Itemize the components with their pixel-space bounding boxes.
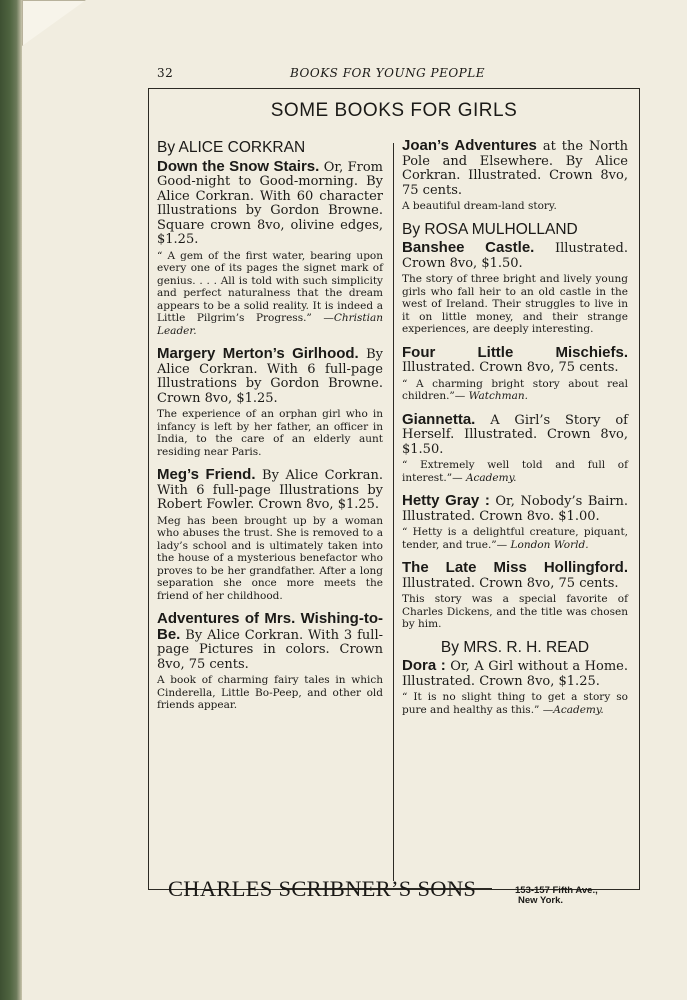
book-list [402,659,628,716]
author-heading: By MRS. R. H. READ [440,638,590,656]
book-details: Illustrated. Crown 8vo, $1.50. [402,241,628,271]
book-description [402,659,628,689]
book-binding [0,0,22,1000]
book-entry [157,468,383,602]
publisher-address [515,886,598,906]
book-blurb [157,250,383,338]
book-blurb [402,378,628,403]
page-header [22,66,687,82]
book-entry [157,347,383,458]
book-title: Adventures of Mrs. Wishing-to-Be. [157,610,383,643]
book-blurb [157,515,383,603]
book-details: Or, A Girl without a Home. Illustrated. Crown 8vo, $1.25. [402,659,628,689]
book-details: By Alice Corkran. With 3 full-page Pictures in colors. Crown 8vo, 75 cents. [157,627,383,672]
review-source: —Christian Leader. [157,312,383,337]
book-details: Or, Nobody’s Bairn. Illustrated. Crown 8vo. $1.00. [402,494,628,524]
book-description [402,139,628,198]
book-description [157,468,383,513]
book-entry [402,139,628,213]
book-blurb [402,526,628,551]
book-details: Illustrated. Crown 8vo, 75 cents. [402,575,619,591]
book-blurb [157,674,383,712]
review-source: London World. [510,538,589,551]
blurb-text: A book of charming fairy tales in which Cinderella, Little Bo-Peep, and other old friends appear. [157,674,383,711]
review-source: Watchman. [468,390,528,402]
book-title: Margery Merton’s Girlhood. [157,345,359,362]
book-title: Giannetta. [402,410,476,428]
book-list [402,241,628,631]
book-entry [402,561,628,631]
page-number: 32 [157,66,174,80]
book-details: Or, From Good-night to Good-morning. By Alice Corkran. With 60 character Illustrations by Gordon Browne. Square crown 8vo, olivine edges, $1.25. [157,159,383,247]
book-entry [402,494,628,551]
blurb-text: “ A charming bright story about real children.”— [402,377,628,402]
book-details: at the North Pole and Elsewhere. By Alice Corkran. Illustrated. Crown 8vo, 75 cents. [402,139,628,198]
book-description [402,241,628,271]
book-details: Illustrated. Crown 8vo, 75 cents. [402,360,619,375]
blurb-text: “ A gem of the first water, bearing upon every one of its pages the signet mark of genius. . . . All is told with such simplicity and perfect naturalness that the dream appears to be a solid reality. It is indeed a Little Pilgrim’s Progress.” [157,249,383,324]
book-list [157,157,383,712]
book-blurb [402,691,628,716]
book-description [402,343,628,376]
book-title: Hetty Gray : [402,492,490,509]
book-title: Dora : [402,657,446,674]
column-divider [393,143,394,881]
book-title: Four Little Mischiefs. [402,343,628,361]
publisher-name: CHARLES SCRIBNER’S SONS [168,876,477,901]
book-blurb [402,593,628,631]
blurb-text: The story of three bright and lively young girls who fall heir to an old castle in the west of Ireland. Their struggles to live in it on little money, and their strange experiences, are deeply interesting. [402,273,628,335]
book-description [157,612,383,672]
book-blurb [402,200,628,213]
book-description [402,410,628,458]
book-title: Banshee Castle. [402,239,535,256]
blurb-text: “ Hetty is a delightful creature, piquant, tender, and true.”— [402,526,628,551]
book-entry [157,612,383,712]
book-description [157,347,383,406]
blurb-text: The experience of an orphan girl who in infancy is left by her father, an officer in India, to the care of an elderly aunt residing near Paris. [157,408,383,458]
book-details: A Girl’s Story of Herself. Illustrated. Crown 8vo, $1.50. [402,412,628,457]
book-details: By Alice Corkran. With 6 full-page Illustrations by Robert Fowler. Crown 8vo, $1.25. [157,468,383,512]
running-head: BOOKS FOR YOUNG PEOPLE [290,66,485,80]
book-entry [402,410,628,485]
book-blurb [402,459,628,484]
book-blurb [157,408,383,458]
book-title: Joan’s Adventures [402,137,537,154]
book-description [402,494,628,524]
left-column [157,139,383,722]
address-line: New York. [518,895,564,906]
blurb-text: Meg has been brought up by a woman who abuses the trust. She is removed to a lady’s school and is ultimately taken into the house of a mysterious benefactor who proves to be her grandfather. After a long separation she once more meets the friend of her childhood. [157,514,383,602]
review-source: —Academy. [542,703,604,716]
blurb-text: This story was a special favorite of Charles Dickens, and the title was chosen by him. [402,593,628,630]
right-column [402,139,628,726]
author-heading: By ROSA MULHOLLAND [402,220,578,238]
book-title: Down the Snow Stairs. [157,157,320,175]
book-description [402,561,628,591]
book-title: The Late Miss Hollingford. [402,559,628,576]
blurb-text: “ Extremely well told and full of interest.”— [402,459,628,484]
book-list [402,139,628,213]
review-source: Academy. [465,471,517,484]
book-description [157,157,383,248]
book-title: Meg’s Friend. [157,466,256,483]
blurb-text: “ It is no slight thing to get a story so pure and healthy as this.” [402,691,628,716]
book-entry [402,343,628,403]
author-heading: By ALICE CORKRAN [157,139,306,156]
book-entry [157,157,383,338]
book-entry [402,659,628,716]
book-blurb [402,273,628,336]
book-entry [402,241,628,336]
book-details: By Alice Corkran. With 6 full-page Illustrations by Gordon Browne. Crown 8vo, $1.25. [157,347,383,406]
blurb-text: A beautiful dream-land story. [402,200,557,212]
address-line: 153-157 Fifth Ave., [515,885,598,896]
main-title: SOME BOOKS FOR GIRLS [270,100,518,121]
